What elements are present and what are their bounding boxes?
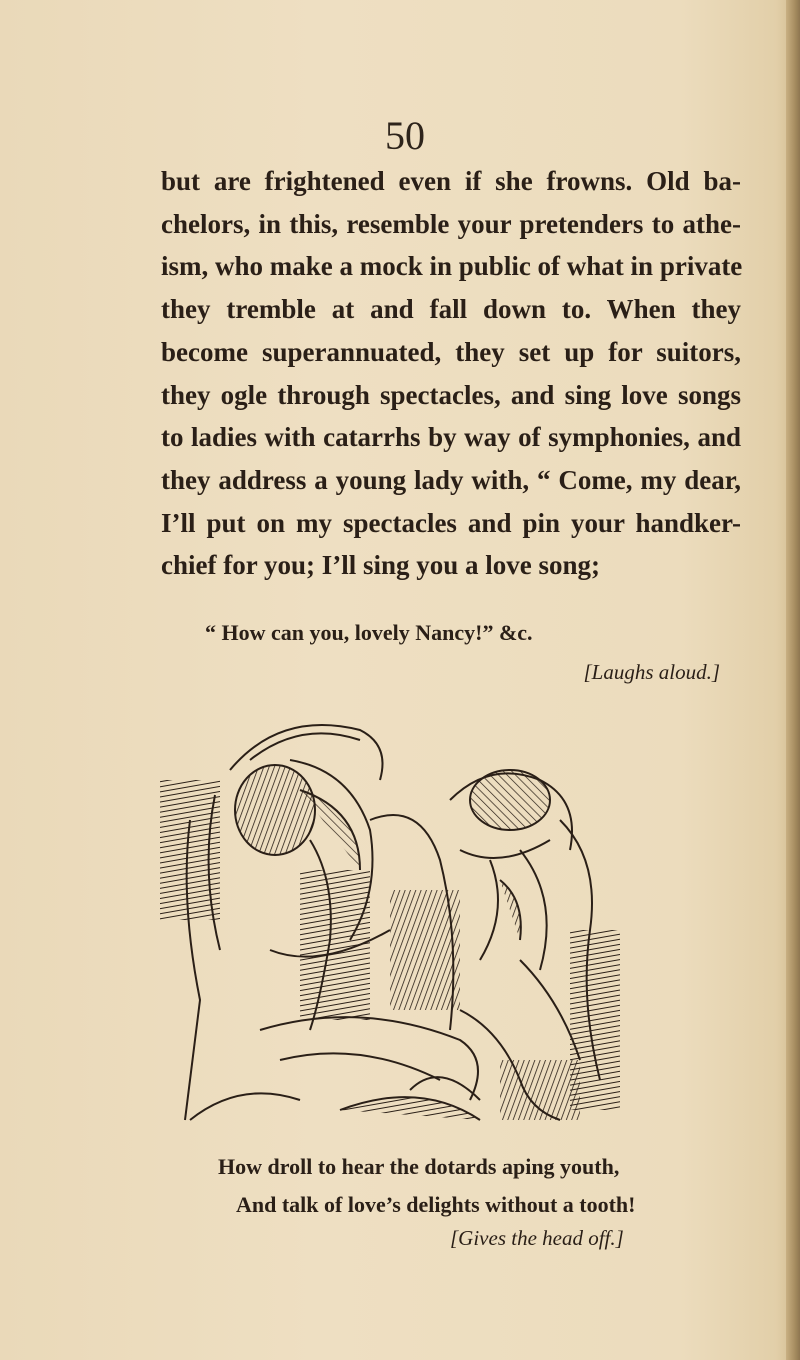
body-line: chief for you; I’ll sing you a love song;: [161, 550, 601, 581]
body-line: to ladies with catarrhs by way of symphonies, and: [161, 422, 741, 453]
body-line: chelors, in this, resemble your pretenders to athe-: [161, 208, 741, 239]
caption-line: How droll to hear the dotards aping youth,: [218, 1154, 620, 1179]
stage-direction: [470, 660, 720, 685]
body-paragraph: [161, 160, 741, 587]
woodcut-illustration: [160, 700, 640, 1130]
body-line: ism, who make a mock in public of what in private: [161, 251, 743, 282]
body-line: become superannuated, they set up for suitors,: [161, 336, 741, 367]
stage-direction: [450, 1226, 670, 1251]
body-line: I’ll put on my spectacles and pin your handker-: [161, 507, 741, 538]
stage-direction-text: [Gives the head off.]: [450, 1226, 624, 1250]
body-line: but are frightened even if she frowns. Old ba-: [161, 166, 741, 196]
song-quote: “ How can you, lovely Nancy!” &c.: [205, 620, 533, 645]
stage-direction-text: [Laughs aloud.]: [583, 660, 720, 684]
body-line: they address a young lady with, “ Come, my dear,: [161, 464, 741, 495]
body-line: they ogle through spectacles, and sing love songs: [161, 379, 741, 410]
caption-line: And talk of love’s delights without a tooth!: [236, 1192, 636, 1217]
body-line: they tremble at and fall down to. When they: [161, 294, 741, 325]
page-number: 50: [385, 113, 425, 158]
book-spine-edge: [786, 0, 800, 1360]
